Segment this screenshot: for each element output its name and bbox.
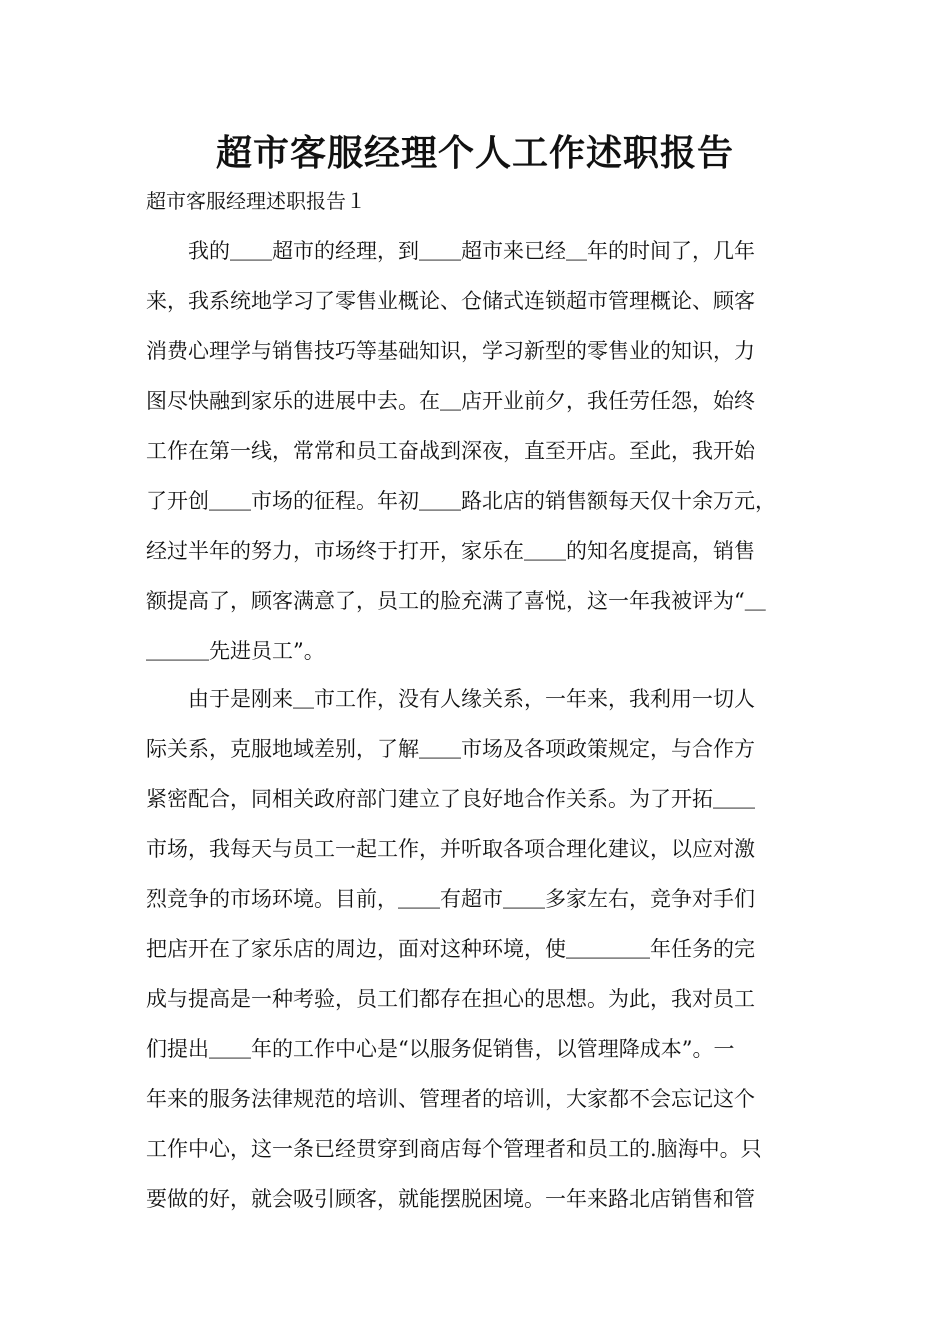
body-line: 来，我系统地学习了零售业概论、仓储式连锁超市管理概论、顾客	[146, 289, 755, 313]
body-line: 由于是刚来＿市工作，没有人缘关系，一年来，我利用一切人	[146, 687, 755, 711]
body-line: 消费心理学与销售技巧等基础知识，学习新型的零售业的知识，力	[146, 339, 755, 363]
body-line: 际关系，克服地域差别，了解＿＿市场及各项政策规定，与合作方	[146, 737, 755, 761]
body-line: 要做的好，就会吸引顾客，就能摆脱困境。一年来路北店销售和管	[146, 1187, 755, 1211]
document-title: 超市客服经理个人工作述职报告	[215, 132, 734, 174]
body-line: 了开创＿＿市场的征程。年初＿＿路北店的销售额每天仅十余万元，	[146, 489, 776, 513]
body-line: 经过半年的努力，市场终于打开，家乐在＿＿的知名度提高，销售	[146, 539, 755, 563]
body-line: 市场，我每天与员工一起工作，并听取各项合理化建议，以应对激	[146, 837, 755, 861]
body-line: 们提出＿＿年的工作中心是“以服务促销售，以管理降成本”。一	[146, 1037, 735, 1061]
body-line: 烈竞争的市场环境。目前，＿＿有超市＿＿多家左右，竞争对手们	[146, 887, 755, 911]
body-line: 紧密配合，同相关政府部门建立了良好地合作关系。为了开拓＿＿	[146, 787, 755, 811]
body-line: 年来的服务法律规范的培训、管理者的培训，大家都不会忘记这个	[146, 1087, 755, 1111]
document-subtitle: 超市客服经理述职报告１	[146, 189, 366, 213]
body-line: 把店开在了家乐店的周边，面对这种环境，使＿＿＿＿年任务的完	[146, 937, 755, 961]
body-line: 图尽快融到家乐的进展中去。在＿店开业前夕，我任劳任怨，始终	[146, 389, 755, 413]
body-line: 工作在第一线，常常和员工奋战到深夜，直至开店。至此，我开始	[146, 439, 755, 463]
body-line: ＿＿＿先进员工”。	[146, 639, 325, 663]
body-line: 成与提高是一种考验，员工们都存在担心的思想。为此，我对员工	[146, 987, 755, 1011]
body-line: 工作中心，这一条已经贯穿到商店每个管理者和员工的.脑海中。只	[146, 1137, 762, 1161]
body-line: 额提高了，顾客满意了，员工的脸充满了喜悦，这一年我被评为“＿	[146, 589, 766, 613]
body-line: 我的＿＿超市的经理，到＿＿超市来已经＿年的时间了，几年	[146, 239, 755, 263]
